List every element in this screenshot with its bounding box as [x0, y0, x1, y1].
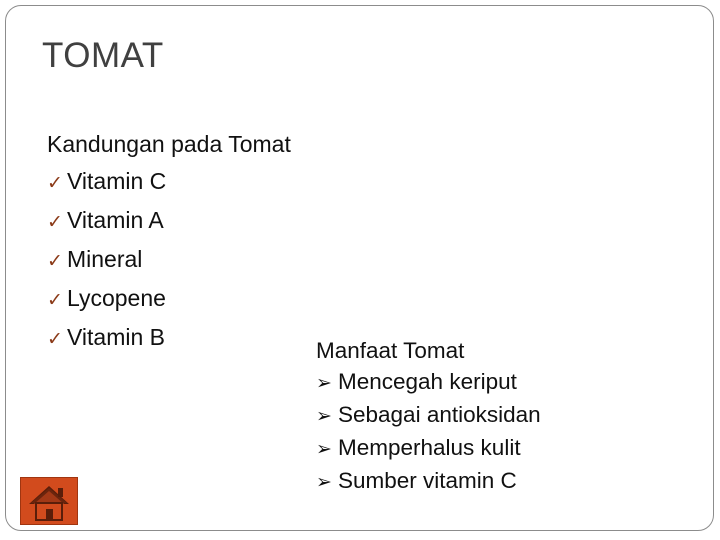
home-button[interactable] — [20, 477, 78, 525]
checkmark-icon: ✓ — [47, 211, 63, 233]
list-item — [47, 241, 291, 280]
checkmark-icon: ✓ — [47, 172, 63, 194]
nutrients-section — [47, 126, 291, 358]
arrow-bullet-icon: ➢ — [316, 372, 332, 394]
arrow-bullet-icon: ➢ — [316, 438, 332, 460]
list-item — [47, 202, 291, 241]
list-item-label: Vitamin C — [67, 168, 167, 194]
list-item — [316, 366, 541, 399]
list-item-label: Vitamin A — [67, 207, 164, 233]
slide-title: TOMAT — [42, 36, 164, 75]
nutrients-heading: Kandungan pada Tomat — [47, 131, 291, 157]
list-item — [47, 319, 291, 358]
list-item — [316, 399, 541, 432]
list-item-label: Mineral — [67, 246, 143, 272]
list-item-label: Vitamin B — [67, 324, 166, 350]
list-item-label: Lycopene — [67, 285, 166, 311]
checkmark-icon: ✓ — [47, 328, 63, 350]
checkmark-icon: ✓ — [47, 289, 63, 311]
list-item-label: Sumber vitamin C — [338, 468, 517, 493]
benefits-list — [316, 366, 541, 498]
list-item — [316, 432, 541, 465]
benefits-heading: Manfaat Tomat — [316, 338, 465, 363]
home-icon — [21, 478, 77, 524]
checkmark-icon: ✓ — [47, 250, 63, 272]
list-item-label: Memperhalus kulit — [338, 435, 521, 460]
list-item — [316, 465, 541, 498]
list-item-label: Sebagai antioksidan — [338, 402, 541, 427]
list-item — [47, 280, 291, 319]
list-item — [47, 163, 291, 202]
benefits-section — [316, 335, 541, 498]
arrow-bullet-icon: ➢ — [316, 405, 332, 427]
nutrients-list — [47, 163, 291, 358]
list-item-label: Mencegah keriput — [338, 369, 517, 394]
arrow-bullet-icon: ➢ — [316, 471, 332, 493]
